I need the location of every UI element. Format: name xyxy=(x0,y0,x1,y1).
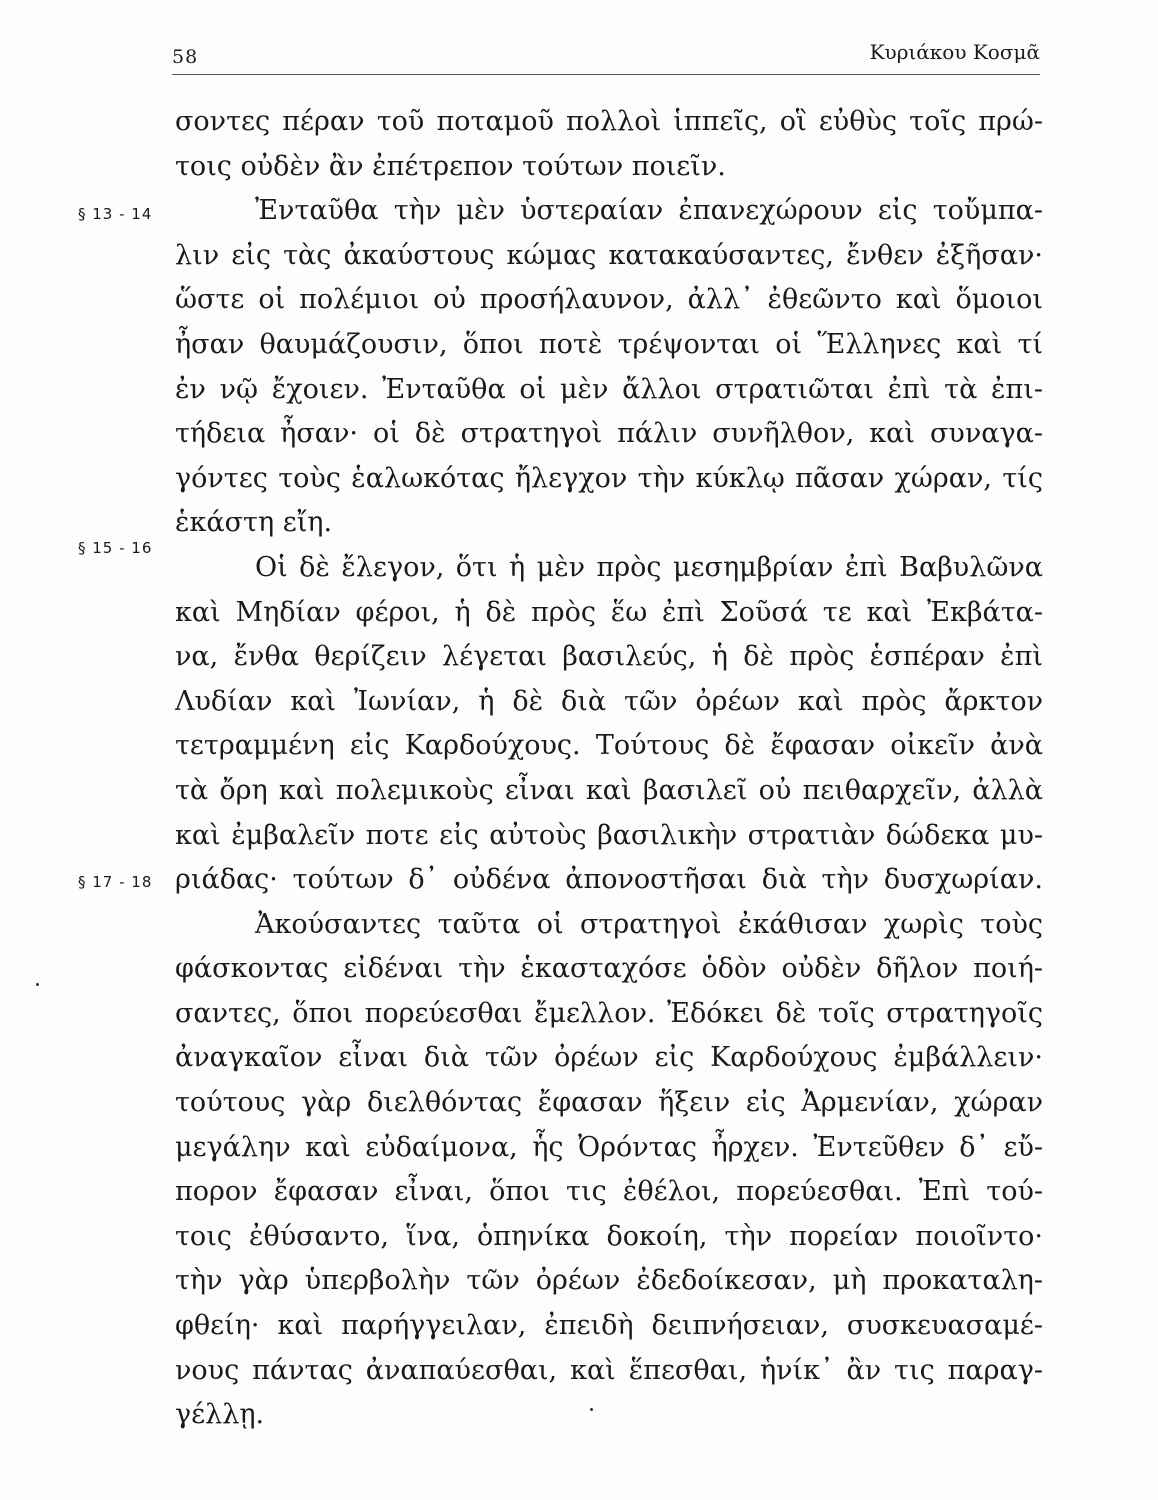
text-line: καὶ Μηδίαν φέροι, ἡ δὲ πρὸς ἕω ἐπὶ Σοῦσά τε καὶ Ἐκβάτα- xyxy=(175,596,1043,628)
text-line: φάσκοντας εἰδέναι τὴν ἑκασταχόσε ὁδὸν οὐδὲν δῆλον ποιή- xyxy=(175,953,1043,985)
text-line: λιν εἰς τὰς ἀκαύστους κώμας κατακαύσαντες, ἔνθεν ἐξῆσαν· xyxy=(175,239,1043,271)
body-text xyxy=(175,100,1043,1438)
text-line: γέλλῃ. xyxy=(175,1399,265,1431)
scan-speck xyxy=(590,1408,593,1411)
text-line: τὴν γὰρ ὑπερβολὴν τῶν ὀρέων ἐδεδοίκεσαν, μὴ προκαταλη- xyxy=(175,1265,1043,1297)
margin-note-15-16: § 15 - 16 xyxy=(78,539,153,557)
text-line: να, ἔνθα θερίζειν λέγεται βασιλεύς, ἡ δὲ πρὸς ἑσπέραν ἐπὶ xyxy=(175,641,1043,673)
scan-speck xyxy=(36,983,39,986)
text-line: ἑκάστη εἴη. xyxy=(175,507,333,539)
text-line: τούτους γὰρ διελθόντας ἔφασαν ἥξειν εἰς Ἀρμενίαν, χώραν xyxy=(175,1087,1043,1119)
text-line: ἐν νῷ ἔχοιεν. Ἐνταῦθα οἱ μὲν ἄλλοι στρατιῶται ἐπὶ τὰ ἐπι- xyxy=(175,373,1043,405)
text-line: ριάδας· τούτων δ᾽ οὐδένα ἀπονοστῆσαι διὰ τὴν δυσχωρίαν. xyxy=(175,864,1043,896)
paragraph-start-line: Ἀκούσαντες ταῦτα οἱ στρατηγοὶ ἐκάθισαν χωρὶς τοὺς xyxy=(255,908,1043,940)
text-line: μεγάλην καὶ εὐδαίμονα, ἧς Ὀρόντας ἦρχεν. Ἐντεῦθεν δ᾽ εὔ- xyxy=(175,1131,1043,1163)
running-title: Κυριάκου Κοσμᾶ xyxy=(869,40,1040,64)
text-line: τοις ἐθύσαντο, ἵνα, ὁπηνίκα δοκοίη, τὴν πορείαν ποιοῖντο· xyxy=(175,1220,1043,1252)
text-line: φθείη· καὶ παρήγγειλαν, ἐπειδὴ δειπνήσειαν, συσκευασαμέ- xyxy=(175,1310,1043,1342)
text-line: ὥστε οἱ πολέμιοι οὐ προσήλαυνον, ἀλλ᾽ ἐθεῶντο καὶ ὅμοιοι xyxy=(175,284,1043,316)
text-line: γόντες τοὺς ἑαλωκότας ἤλεγχον τὴν κύκλῳ πᾶσαν χώραν, τίς xyxy=(175,462,1043,494)
text-line: καὶ ἐμβαλεῖν ποτε εἰς αὐτοὺς βασιλικὴν στρατιὰν δώδεκα μυ- xyxy=(175,819,1043,851)
paragraph-start-line: Οἱ δὲ ἔλεγον, ὅτι ἡ μὲν πρὸς μεσημβρίαν ἐπὶ Βαβυλῶνα xyxy=(255,551,1043,583)
running-head xyxy=(172,38,1040,75)
text-line: ἦσαν θαυμάζουσιν, ὅποι ποτὲ τρέψονται οἱ Ἕλληνες καὶ τί xyxy=(175,328,1043,360)
margin-note-17-18: § 17 - 18 xyxy=(78,873,153,891)
text-line: ἀναγκαῖον εἶναι διὰ τῶν ὀρέων εἰς Καρδούχους ἐμβάλλειν· xyxy=(175,1042,1043,1074)
page-number: 58 xyxy=(172,46,199,68)
text-line: σοντες πέραν τοῦ ποταμοῦ πολλοὶ ἱππεῖς, οἳ εὐθὺς τοῖς πρώ- xyxy=(175,106,1043,137)
text-line: Λυδίαν καὶ Ἰωνίαν, ἡ δὲ διὰ τῶν ὀρέων καὶ πρὸς ἄρκτον xyxy=(175,685,1043,717)
paragraph-start-line: Ἐνταῦθα τὴν μὲν ὑστεραίαν ἐπανεχώρουν εἰς τοὔμπα- xyxy=(255,195,1043,227)
text-line: νους πάντας ἀναπαύεσθαι, καὶ ἕπεσθαι, ἡνίκ᾽ ἂν τις παραγ- xyxy=(175,1354,1043,1386)
text-line: τετραμμένη εἰς Καρδούχους. Τούτους δὲ ἔφασαν οἰκεῖν ἀνὰ xyxy=(175,730,1043,762)
text-line: σαντες, ὅποι πορεύεσθαι ἔμελλον. Ἐδόκει δὲ τοῖς στρατηγοῖς xyxy=(175,997,1043,1029)
text-line: τήδεια ἦσαν· οἱ δὲ στρατηγοὶ πάλιν συνῆλθον, καὶ συναγα- xyxy=(175,418,1043,450)
text-line: πορον ἔφασαν εἶναι, ὅποι τις ἐθέλοι, πορεύεσθαι. Ἐπὶ τού- xyxy=(175,1176,1043,1208)
text-line: τὰ ὄρη καὶ πολεμικοὺς εἶναι καὶ βασιλεῖ οὐ πειθαρχεῖν, ἀλλὰ xyxy=(175,774,1043,806)
text-line: τοις οὐδὲν ἂν ἐπέτρεπον τούτων ποιεῖν. xyxy=(175,150,726,182)
margin-note-13-14: § 13 - 14 xyxy=(78,205,153,223)
